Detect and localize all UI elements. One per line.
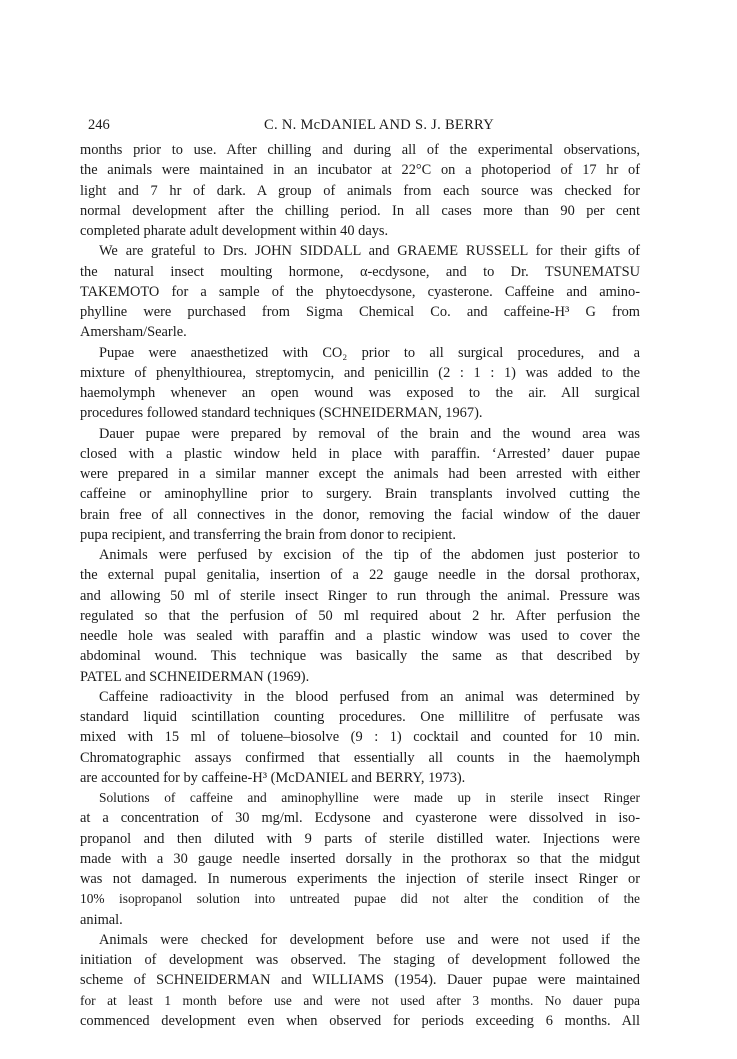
text-line: animal.	[80, 911, 123, 928]
text-line: was not damaged. In numerous experiments the injection of sterile insect Ringer or	[80, 871, 640, 887]
text-line: mixed with 15 ml of toluene–biosolve (9 : 1) cocktail and counted for 10 min.	[80, 729, 640, 746]
text-line: completed pharate adult development within 40 days.	[80, 223, 389, 239]
page-header	[88, 117, 648, 139]
paragraph-start-line: We are grateful to Drs. JOHN SIDDALL and GRAEME RUSSELL for their gifts of	[99, 243, 640, 260]
text-line: initiation of development was observed. The staging of development followed the	[80, 952, 640, 968]
text-line: needle hole was sealed with paraffin and a plastic window was used to cover the	[80, 628, 640, 644]
text-line: regulated so that the perfusion of 50 ml required about 2 hr. After perfusion the	[80, 607, 640, 624]
text-line: Amersham/Searle.	[80, 324, 187, 341]
text-line: brain free of all connectives in the donor, removing the facial window of the dauer	[80, 506, 640, 523]
body-text	[80, 140, 640, 1031]
text-line: procedures followed standard techniques (SCHNEIDERMAN, 1967).	[80, 405, 483, 422]
text-line: made with a 30 gauge needle inserted dorsally in the prothorax so that the midgut	[80, 850, 640, 867]
paragraph-start-line: Pupae were anaesthetized with CO₂ prior to all surgical procedures, and a	[99, 344, 640, 361]
text-line: the natural insect moulting hormone, α-ecdysone, and to Dr. TSUNEMATSU	[80, 263, 640, 280]
text-line: propanol and then diluted with 9 parts of sterile distilled water. Injections were	[80, 830, 640, 847]
running-head: C. N. McDANIEL AND S. J. BERRY	[264, 117, 495, 133]
paragraph-start-line: Animals were checked for development before use and were not used if the	[99, 931, 640, 948]
text-line: scheme of SCHNEIDERMAN and WILLIAMS (1954). Dauer pupae were maintained	[80, 972, 640, 989]
text-line: haemolymph whenever an open wound was exposed to the air. All surgical	[80, 385, 640, 401]
text-line: months prior to use. After chilling and during all of the experimental observations,	[80, 142, 640, 158]
text-line: TAKEMOTO for a sample of the phytoecdysone, cyasterone. Caffeine and amino-	[80, 283, 640, 300]
text-line: abdominal wound. This technique was basically the same as that described by	[80, 648, 640, 665]
page-number: 246	[88, 117, 110, 133]
text-line: are accounted for by caffeine-H³ (McDANIEL and BERRY, 1973).	[80, 769, 466, 786]
paragraph-start-line: Animals were perfused by excision of the tip of the abdomen just posterior to	[99, 547, 640, 563]
text-line: and allowing 50 ml of sterile insect Ringer to run through the animal. Pressure was	[80, 587, 640, 604]
text-line: commenced development even when observed for periods exceeding 6 months. All	[80, 1012, 640, 1029]
text-line: light and 7 hr of dark. A group of animals from each source was checked for	[80, 182, 640, 199]
text-line: phylline were purchased from Sigma Chemical Co. and caffeine-H³ G from	[80, 304, 640, 320]
text-line: normal development after the chilling period. In all cases more than 90 per cent	[80, 202, 640, 219]
text-line: mixture of phenylthiourea, streptomycin, and penicillin (2 : 1 : 1) was added to the	[80, 364, 640, 381]
text-line: caffeine or aminophylline prior to surgery. Brain transplants involved cutting the	[80, 486, 640, 503]
text-line: closed with a plastic window held in place with paraffin. ‘Arrested’ dauer pupae	[80, 445, 640, 462]
paragraph-start-line: Solutions of caffeine and aminophylline were made up in sterile insect Ringer	[99, 790, 640, 805]
text-line: were prepared in a similar manner except the animals had been arrested with either	[80, 466, 640, 482]
text-line: at a concentration of 30 mg/ml. Ecdysone and cyasterone were dissolved in iso-	[80, 810, 640, 827]
text-line: the external pupal genitalia, insertion of a 22 gauge needle in the dorsal prothorax,	[80, 567, 640, 584]
text-line: 10% isopropanol solution into untreated pupae did not alter the condition of the	[80, 891, 640, 907]
paragraph-start-line: Caffeine radioactivity in the blood perfused from an animal was determined by	[99, 688, 640, 705]
text-line: the animals were maintained in an incubator at 22°C on a photoperiod of 17 hr of	[80, 162, 640, 179]
text-line: standard liquid scintillation counting procedures. One millilitre of perfusate was	[80, 709, 640, 725]
paragraph-start-line: Dauer pupae were prepared by removal of the brain and the wound area was	[99, 425, 640, 442]
text-line: PATEL and SCHNEIDERMAN (1969).	[80, 668, 310, 685]
text-line: Chromatographic assays confirmed that essentially all counts in the haemolymph	[80, 749, 640, 766]
text-line: for at least 1 month before use and were not used after 3 months. No dauer pupa	[80, 992, 640, 1008]
text-line: pupa recipient, and transferring the brain from donor to recipient.	[80, 526, 457, 543]
